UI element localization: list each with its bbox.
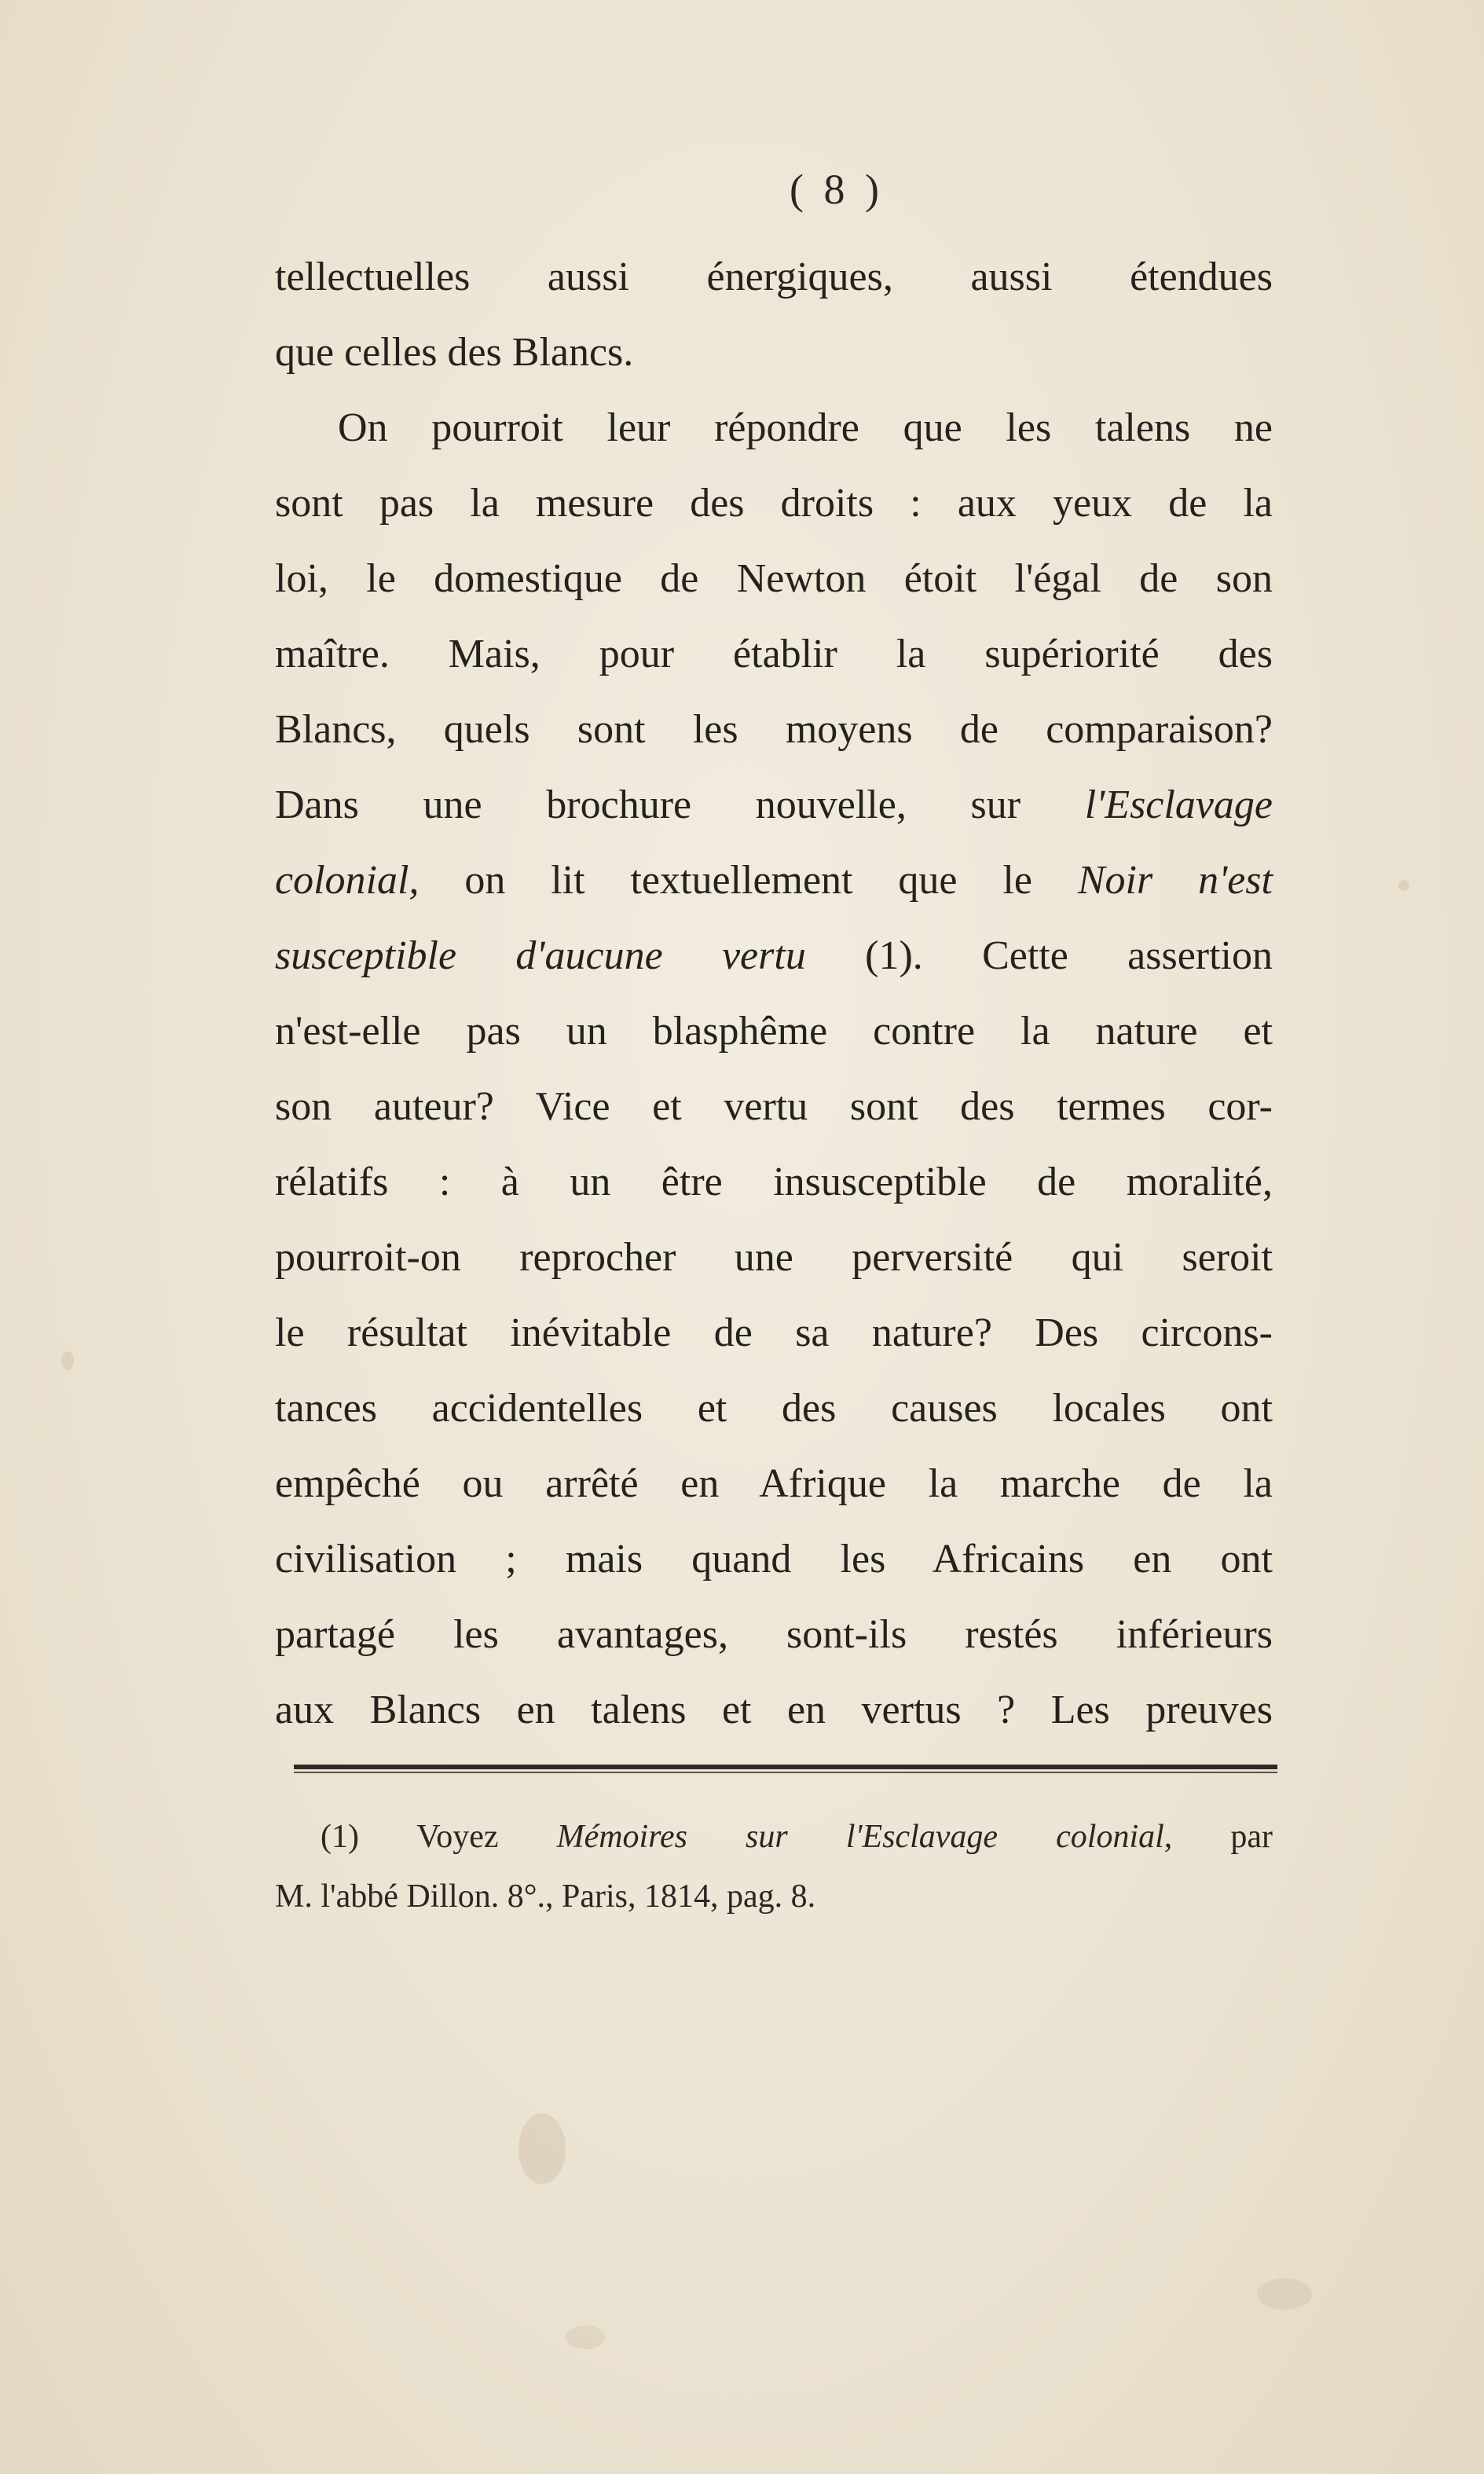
footnote-divider — [294, 1765, 1277, 1769]
footnote-divider-thin — [294, 1772, 1277, 1773]
text-line: partagé les avantages, sont-ils restés inférieurs — [275, 1612, 1273, 1657]
paper-stain — [518, 2113, 566, 2184]
body-text — [275, 240, 1273, 1748]
text-segment: (1). Cette assertion — [805, 933, 1273, 978]
text-line: civilisation ; mais quand les Africains en ont — [275, 1537, 1273, 1582]
text-line: maître. Mais, pour établir la supériorité des — [275, 632, 1273, 676]
text-segment: on lit textuellement que le — [419, 858, 1078, 903]
italic-text: susceptible d'aucune vertu — [275, 933, 806, 978]
text-line: tellectuelles aussi énergiques, aussi étendues — [275, 255, 1273, 299]
text-line: Blancs, quels sont les moyens de comparaison? — [275, 707, 1273, 752]
text-segment: Dans une brochure nouvelle, sur — [275, 783, 1085, 827]
text-line: rélatifs : à un être insusceptible de moralité, — [275, 1160, 1273, 1204]
italic-text: l'Esclavage — [1084, 783, 1273, 827]
text-line: que celles des Blancs. — [275, 330, 634, 375]
text-line: On pourroit leur répondre que les talens ne — [338, 405, 1273, 450]
text-segment: , par — [1163, 1819, 1273, 1855]
text-line: tances accidentelles et des causes locales ont — [275, 1386, 1273, 1431]
paper-stain — [61, 1351, 74, 1370]
footnote — [275, 1807, 1273, 1926]
text-line: sont pas la mesure des droits : aux yeux de la — [275, 481, 1273, 526]
paper-stain — [566, 2326, 605, 2349]
text-line: son auteur? Vice et vertu sont des termes cor- — [275, 1084, 1273, 1129]
text-line: aux Blancs en talens et en vertus ? Les preuves — [275, 1688, 1273, 1732]
text-line — [275, 843, 1273, 918]
italic-text: Mémoires sur l'Esclavage colonial — [556, 1819, 1164, 1855]
paper-stain — [1257, 2278, 1312, 2310]
text-line: loi, le domestique de Newton étoit l'égal de son — [275, 556, 1273, 601]
footnote-line — [275, 1807, 1273, 1867]
italic-text: Noir n'est — [1077, 858, 1273, 903]
text-segment: (1) Voyez — [321, 1819, 557, 1855]
footnote-line: M. l'abbé Dillon. 8°., Paris, 1814, pag. 8. — [275, 1878, 816, 1915]
text-line — [275, 768, 1273, 843]
italic-text: colonial, — [275, 858, 420, 903]
paper-stain — [1398, 880, 1409, 891]
text-line: pourroit-on reprocher une perversité qui seroit — [275, 1235, 1273, 1280]
text-line: n'est-elle pas un blasphême contre la nature et — [275, 1009, 1273, 1054]
text-line — [275, 918, 1273, 994]
text-line: le résultat inévitable de sa nature? Des circons- — [275, 1310, 1273, 1355]
page-number: ( 8 ) — [790, 166, 884, 213]
text-line: empêché ou arrêté en Afrique la marche de la — [275, 1461, 1273, 1506]
